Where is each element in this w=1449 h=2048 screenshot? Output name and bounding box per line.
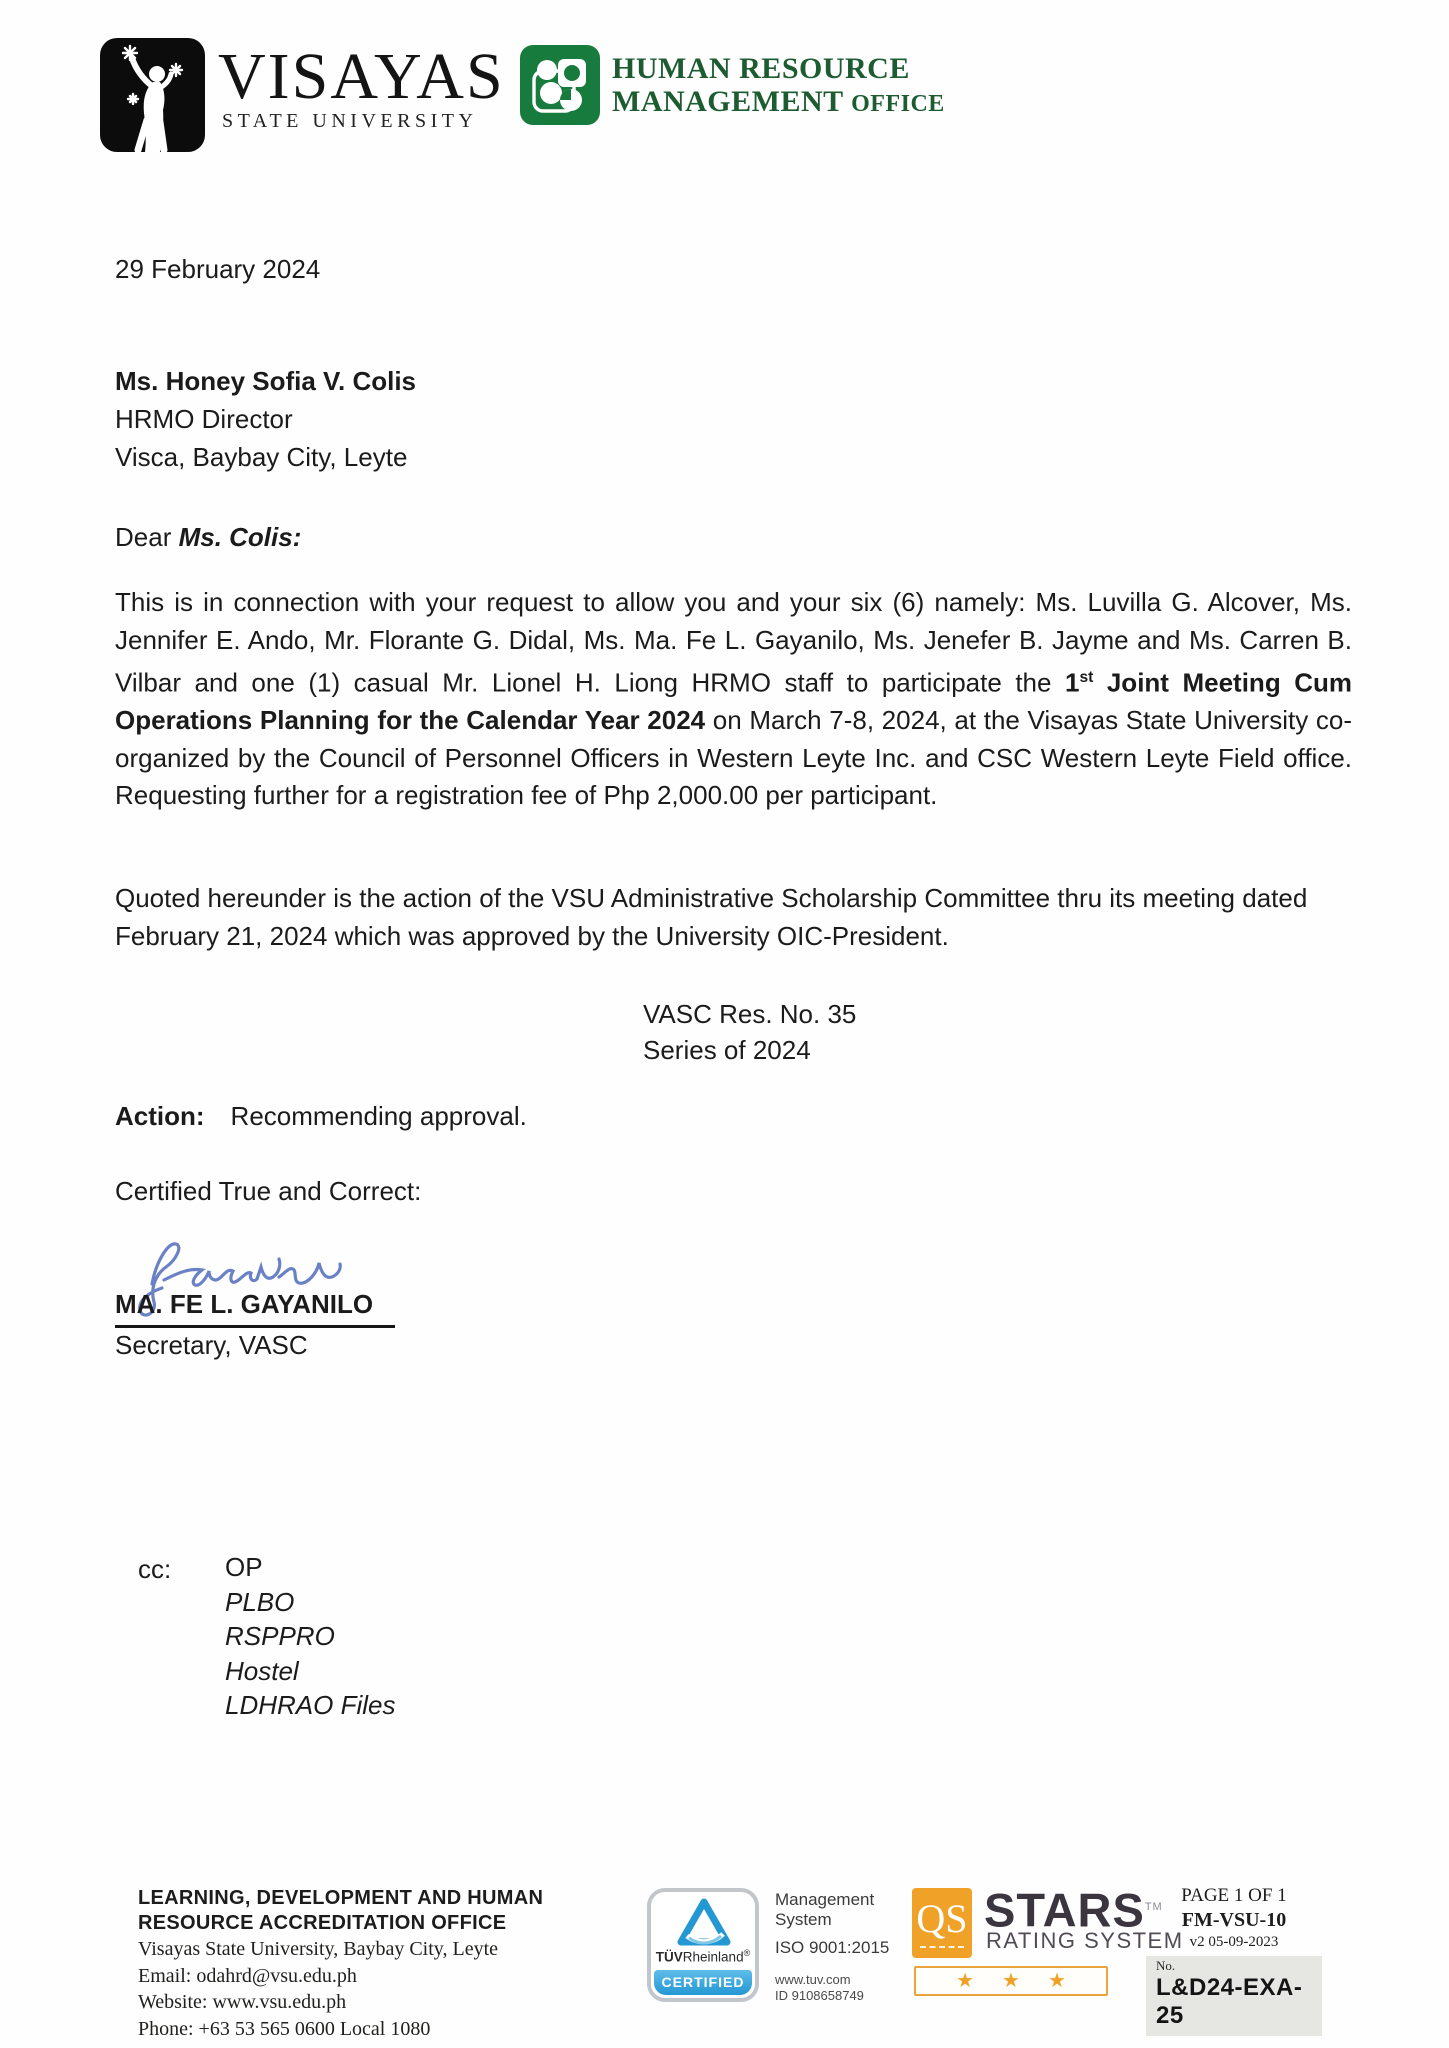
- body-p1-ordinal-suffix: st: [1079, 669, 1094, 686]
- recipient-name: Ms. Honey Sofia V. Colis: [115, 366, 417, 396]
- form-code: FM-VSU-10: [1181, 1909, 1287, 1931]
- university-name: VISAYAS: [218, 40, 505, 113]
- body-p1-event-title: Joint Meeting Cum Operations Planning for the Calendar Year 2024: [115, 667, 1352, 736]
- university-subtitle: STATE UNIVERSITY: [222, 110, 478, 132]
- qs-logo: QS: [912, 1888, 972, 1958]
- footer-phone: Phone: +63 53 565 0600 Local 1080: [138, 2017, 431, 2040]
- action-label: Action:: [115, 1101, 205, 1131]
- footer-website: Website: www.vsu.edu.ph: [138, 1991, 347, 2013]
- vsu-university-logo: [100, 38, 205, 152]
- cc-item: RSPPRO: [225, 1621, 335, 1651]
- tuv-url-id: [775, 1972, 864, 2004]
- salutation-name: Ms. Colis:: [178, 522, 302, 552]
- certification-line: Certified True and Correct:: [115, 1176, 422, 1206]
- resolution-series: Series of 2024: [643, 1035, 811, 1065]
- form-version: v2 05-09-2023: [1189, 1934, 1279, 1950]
- body-paragraph-1: [115, 584, 1352, 815]
- action-line: [115, 1097, 527, 1135]
- hrmo-logo-icon: [520, 45, 600, 125]
- footer-office-block: [138, 1886, 543, 2042]
- body-p1-text-cont: on March 7-8, 2024, at the Visayas State University co-organized by the Council of Personnel Officers in Western Leyte Inc. and CSC Western Leyte Field office. Requesting further for a registration fee of Php 2,000.00 per participant.: [115, 705, 1352, 811]
- salutation: [115, 518, 301, 556]
- vsu-wordmark: [218, 40, 505, 133]
- recipient-title: HRMO Director: [115, 404, 293, 434]
- page-indicator: PAGE 1 OF 1: [1181, 1885, 1287, 1906]
- signatory-name: MA. FE L. GAYANILO: [115, 1285, 395, 1328]
- letter-date: 29 February 2024: [115, 254, 321, 284]
- tuv-brand-text: TÜVRheinland®: [655, 1948, 751, 1965]
- cc-item: Hostel: [225, 1655, 299, 1686]
- qs-star-rating-bar: [914, 1966, 1108, 1996]
- document-number-box: [1146, 1956, 1322, 2036]
- star-icon: ★: [1047, 1970, 1066, 1992]
- tuv-iso-text: Management System ISO 9001:2015: [775, 1890, 890, 1957]
- star-icon: ★: [956, 1970, 975, 1992]
- vsu-logo-icon: [100, 38, 205, 152]
- tuv-rheinland-certification-badge: [647, 1888, 759, 2002]
- document-number-label: No.: [1156, 1958, 1176, 1973]
- hrmo-office-line2: MANAGEMENT OFFICE: [612, 85, 945, 118]
- tuv-certified-band: CERTIFIED: [654, 1970, 752, 1995]
- footer-address: Visayas State University, Baybay City, Leyte: [138, 1938, 499, 1960]
- footer-email: Email: odahrd@vsu.edu.ph: [138, 1964, 357, 1987]
- tuv-id: ID 9108658749: [775, 1988, 864, 2003]
- qs-stars-title: STARS™: [984, 1883, 1163, 1937]
- document-control-block: [1146, 1884, 1322, 2036]
- cc-label: cc:: [138, 1554, 172, 1584]
- footer-office-name: LEARNING, DEVELOPMENT AND HUMAN RESOURCE ACCREDITATION OFFICE: [138, 1887, 544, 1934]
- recipient-block: [115, 362, 416, 476]
- tuv-url: www.tuv.com: [775, 1972, 851, 1987]
- document-number: L&D24-EXA-25: [1156, 1974, 1303, 2029]
- recipient-address: Visca, Baybay City, Leyte: [115, 442, 408, 472]
- registered-mark: ®: [743, 1948, 751, 1958]
- hrmo-logo: [520, 45, 600, 125]
- signatory-title: Secretary, VASC: [115, 1330, 308, 1360]
- salutation-prefix: Dear: [115, 522, 179, 552]
- cc-item: OP: [225, 1552, 263, 1582]
- cc-list: [225, 1550, 395, 1723]
- qs-rating-system-label: RATING SYSTEM: [986, 1928, 1184, 1953]
- body-p1-text: This is in connection with your request to allow you and your six (6) namely: Ms. Luvilla G. Alcover, Ms. Jennifer E. Ando, Mr. Florante G. Didal, Ms. Ma. Fe L. Gayanilo, Ms. Jenefer B. Jayme and Ms. Carren B. Vilbar and one (1) casual Mr. Lionel H. Liong HRMO staff to participate the: [115, 587, 1352, 698]
- cc-item: LDHRAO Files: [225, 1690, 396, 1720]
- trademark-mark: TM: [1144, 1901, 1163, 1913]
- body-p1-event-number: 1: [1064, 667, 1080, 698]
- body-paragraph-2: Quoted hereunder is the action of the VSU Administrative Scholarship Committee thru its meeting dated February 21, 2024 which was approved by the University OIC-President.: [115, 883, 1308, 951]
- hrmo-office-name: [612, 52, 945, 121]
- hrmo-office-line1: HUMAN RESOURCE: [612, 52, 910, 85]
- tuv-triangle-icon: [675, 1896, 733, 1948]
- cc-item: PLBO: [225, 1586, 295, 1617]
- star-icon: ★: [1002, 1970, 1020, 1992]
- resolution-block: [643, 996, 856, 1068]
- action-value: Recommending approval.: [230, 1101, 527, 1131]
- resolution-number: VASC Res. No. 35: [643, 999, 857, 1029]
